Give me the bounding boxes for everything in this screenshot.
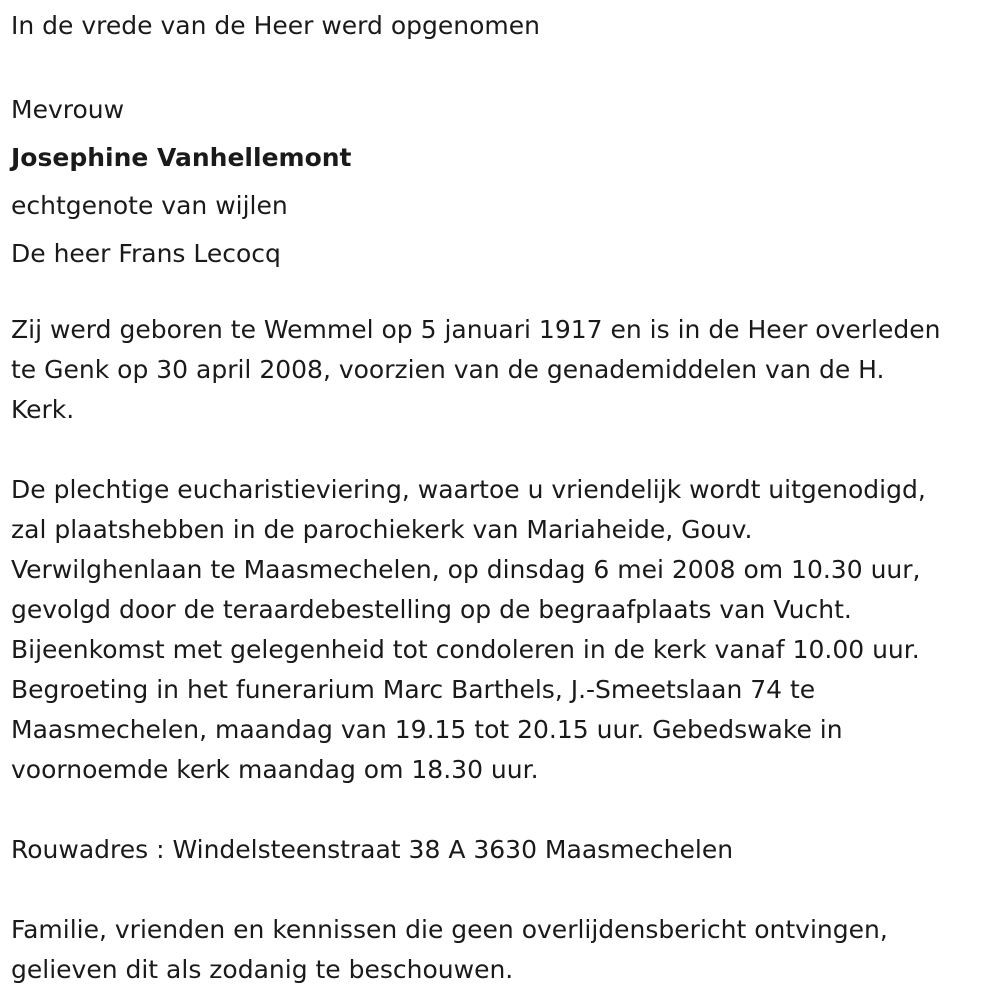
paragraph-line: Verwilghenlaan te Maasmechelen, op dinsdag 6 mei 2008 om 10.30 uur, [11, 555, 921, 584]
paragraph-line: De plechtige eucharistieviering, waartoe u vriendelijk wordt uitgenodigd, [11, 475, 926, 504]
intro-line: In de vrede van de Heer werd opgenomen [11, 11, 540, 40]
spacer [11, 278, 996, 310]
paragraph-line: Kerk. [11, 395, 75, 424]
paragraph-line: Bijeenkomst met gelegenheid tot condoleren in de kerk vanaf 10.00 uur. [11, 635, 920, 664]
birth-death-paragraph [11, 310, 996, 430]
paragraph-line: gevolgd door de teraardebestelling op de begraafplaats van Vucht. [11, 595, 852, 624]
paragraph-line: voornoemde kerk maandag om 18.30 uur. [11, 755, 539, 784]
relation-line: echtgenote van wijlen [11, 191, 288, 220]
paragraph-line: te Genk op 30 april 2008, voorzien van de genademiddelen van de H. [11, 355, 885, 384]
address-line: Rouwadres : Windelsteenstraat 38 A 3630 Maasmechelen [11, 835, 734, 864]
spouse-line: De heer Frans Lecocq [11, 239, 281, 268]
paragraph-line: Maasmechelen, maandag van 19.15 tot 20.15 uur. Gebedswake in [11, 715, 843, 744]
paragraph-line: gelieven dit als zodanig te beschouwen. [11, 955, 514, 984]
deceased-name: Josephine Vanhellemont [11, 143, 352, 172]
spacer [11, 46, 996, 86]
closing-paragraph [11, 910, 996, 990]
paragraph-line: zal plaatshebben in de parochiekerk van Mariaheide, Gouv. [11, 515, 753, 544]
spacer [11, 790, 996, 830]
paragraph-line: Begroeting in het funerarium Marc Barthels, J.-Smeetslaan 74 te [11, 675, 816, 704]
paragraph-line: Familie, vrienden en kennissen die geen overlijdensbericht ontvingen, [11, 915, 888, 944]
spacer [11, 430, 996, 470]
ceremony-paragraph [11, 470, 996, 790]
salutation: Mevrouw [11, 95, 125, 124]
obituary-notice [11, 6, 996, 990]
spacer [11, 870, 996, 910]
paragraph-line: Zij werd geboren te Wemmel op 5 januari 1917 en is in de Heer overleden [11, 315, 941, 344]
